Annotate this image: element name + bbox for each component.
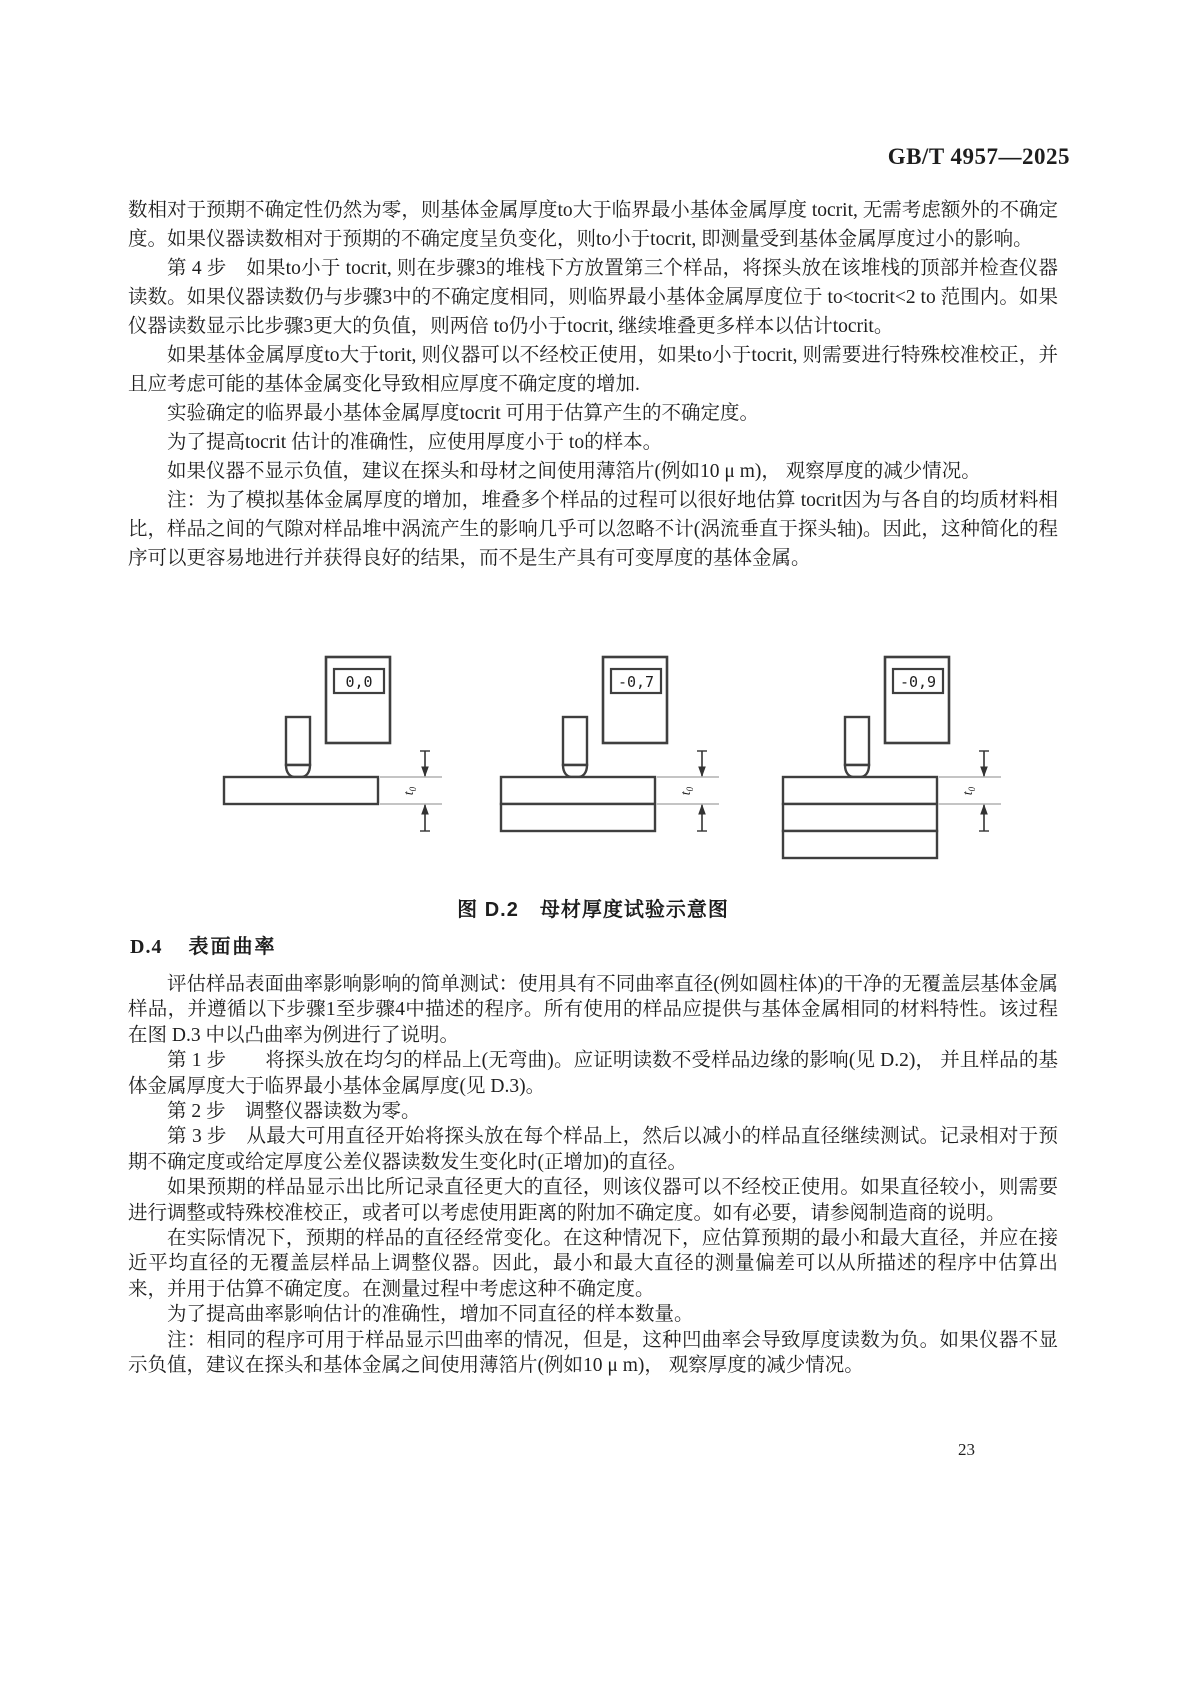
svg-text:t0: $t_0$ [679, 786, 695, 796]
paragraph: 第 3 步 从最大可用直径开始将探头放在每个样品上，然后以减小的样品直径继续测试。记录相对于预期不确定度或给定厚度公差仪器读数发生变化时(正增加)的直径。 [128, 1126, 1058, 1173]
figure-caption: 图 D.2 母材厚度试验示意图 [457, 899, 729, 921]
base-metal-sample-layer [501, 804, 655, 831]
base-metal-sample-layer [783, 777, 937, 804]
paragraph: 如果基体金属厚度to大于torit, 则仪器可以不经校正使用，如果to小于tocrit, 则需要进行特殊校准校正，并且应考虑可能的基体金属变化导致相应厚度不确定度的增加. [128, 345, 1058, 395]
paragraph: 数相对于预期不确定性仍然为零，则基体金属厚度to大于临界最小基体金属厚度 tocrit, 无需考虑额外的不确定度。如果仪器读数相对于预期的不确定度呈负变化，则to小于tocrit, 即测量受到基体金属厚度过小的影响。 [128, 200, 1058, 250]
paragraph: 为了提高tocrit 估计的准确性，应使用厚度小于 to的样本。 [167, 432, 663, 453]
section-number: D.4 [130, 936, 163, 958]
measurement-probe [286, 717, 310, 765]
paragraph: 注：为了模拟基体金属厚度的增加，堆叠多个样品的过程可以很好地估算 tocrit因为与各自的均质材料相比，样品之间的气隙对样品堆中涡流产生的影响几乎可以忽略不计(涡流垂直于探头轴)。因此，这种简化的程序可以更容易地进行并获得良好的结果，而不是生产具有可变厚度的基体金属。 [128, 490, 1058, 569]
probe-tip [845, 765, 869, 777]
paragraph: 实验确定的临界最小基体金属厚度tocrit 可用于估算产生的不确定度。 [167, 403, 760, 424]
page-number: 23 [958, 1440, 975, 1459]
probe-measurement-diagram [485, 650, 725, 865]
surface-curvature-text [128, 972, 1058, 1379]
probe-measurement-diagram [767, 650, 1007, 865]
thickness-dimension [939, 751, 1001, 831]
base-metal-sample-layer [501, 777, 655, 804]
probe-tip [563, 765, 587, 777]
meter-reading: 0,0 [345, 673, 373, 691]
base-metal-sample-layer [783, 804, 937, 831]
svg-text:t0: $t_0$ [961, 786, 977, 796]
thickness-dimension [380, 751, 442, 831]
paragraph: 在实际情况下，预期的样品的直径经常变化。在这种情况下，应估算预期的最小和最大直径，并应在接近平均直径的无覆盖层样品上调整仪器。因此，最小和最大直径的测量偏差可以从所描述的程序中估算出来，并用于估算不确定度。在测量过程中考虑这种不确定度。 [128, 1228, 1058, 1300]
paragraph: 第 4 步 如果to小于 tocrit, 则在步骤3的堆栈下方放置第三个样品，将探头放在该堆栈的顶部并检查仪器读数。如果仪器读数仍与步骤3中的不确定度相同，则临界最小基体金属厚度位于 to<tocrit<2 to 范围内。如果仪器读数显示比步骤3更大的负值，则两倍 to仍小于tocrit, 继续堆叠更多样本以估计tocrit。 [128, 258, 1058, 337]
paragraph: 为了提高曲率影响估计的准确性，增加不同直径的样本数量。 [167, 1304, 694, 1326]
paragraph: 第 2 步 调整仪器读数为零。 [167, 1101, 421, 1123]
figure-diagrams [0, 650, 1190, 875]
paragraph: 第 1 步 将探头放在均匀的样品上(无弯曲)。应证明读数不受样品边缘的影响(见 D.2)， 并且样品的基体金属厚度大于临界最小基体金属厚度(见 D.3)。 [128, 1050, 1058, 1097]
measurement-probe [845, 717, 869, 765]
thickness-dimension [657, 751, 719, 831]
paragraph: 如果预期的样品显示出比所记录直径更大的直径，则该仪器可以不经校正使用。如果直径较小，则需要进行调整或特殊校准校正，或者可以考虑使用距离的附加不确定度。如有必要，请参阅制造商的说明。 [128, 1177, 1058, 1224]
base-metal-sample-layer [783, 831, 937, 858]
standard-number-header: GB/T 4957—2025 [887, 144, 1070, 169]
paragraph: 如果仪器不显示负值，建议在探头和母材之间使用薄箔片(例如10 μ m)， 观察厚度的减少情况。 [167, 461, 981, 482]
base-metal-thickness-text [128, 196, 1058, 573]
meter-reading: -0,7 [617, 673, 655, 691]
measurement-probe [563, 717, 587, 765]
section-title: 表面曲率 [188, 936, 277, 958]
svg-text:t0: $t_0$ [402, 786, 418, 796]
paragraph: 评估样品表面曲率影响影响的简单测试：使用具有不同曲率直径(例如圆柱体)的干净的无覆盖层基体金属样品，并遵循以下步骤1至步骤4中描述的程序。所有使用的样品应提供与基体金属相同的材料特性。该过程在图 D.3 中以凸曲率为例进行了说明。 [128, 974, 1058, 1046]
paragraph: 注：相同的程序可用于样品显示凹曲率的情况，但是，这种凹曲率会导致厚度读数为负。如果仪器不显示负值，建议在探头和基体金属之间使用薄箔片(例如10 μ m)， 观察厚度的减少情况。 [128, 1329, 1058, 1377]
probe-measurement-diagram [208, 650, 448, 865]
probe-tip [286, 765, 310, 777]
base-metal-sample-layer [224, 777, 378, 804]
section-heading-d4 [130, 930, 276, 959]
meter-reading: -0,9 [899, 673, 937, 691]
